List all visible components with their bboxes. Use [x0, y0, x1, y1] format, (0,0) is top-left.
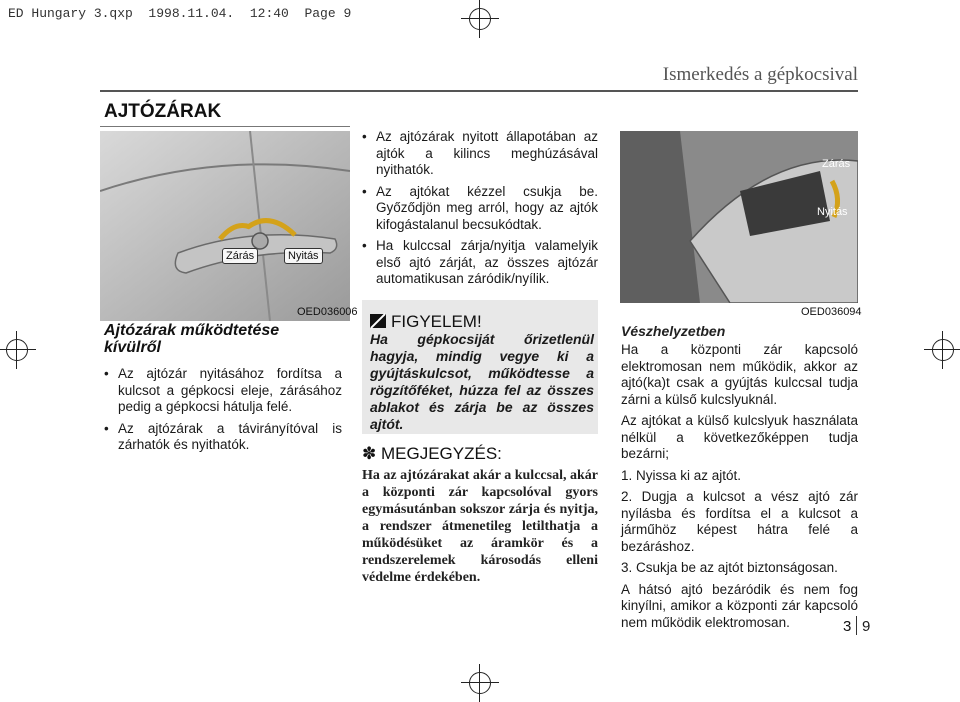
- step-item: 3. Csukja be az ajtót biztonságosan.: [621, 560, 838, 575]
- list-item: • Az ajtózárak a távirányítóval is zárhatók és nyithatók.: [104, 421, 342, 454]
- lock-label: Zárás: [222, 248, 258, 264]
- print-header: ED Hungary 3.qxp 1998.11.04. 12:40 Page 9: [8, 6, 352, 21]
- subsection-heading-cont: kívülről: [104, 339, 161, 356]
- page-number-separator: [856, 616, 857, 635]
- paragraph: Ha a központi zár kapcsoló elektromosan nem működik, akkor az ajtó(ka)t csak a gyújtás kulccsal tudja zárni a külső kulcslyuknál.: [621, 342, 858, 407]
- paragraph: A hátsó ajtó bezáródik és nem fog kinyílni, amikor a központi zár kapcsoló nem működik elektromosan.: [621, 581, 858, 630]
- door-handle-illustration: [100, 131, 350, 321]
- warning-box: [362, 300, 598, 434]
- warning-title: FIGYELEM!: [391, 312, 482, 331]
- step-item: 1. Nyissa ki az ajtót.: [621, 467, 742, 483]
- unlock-label: Nyitás: [284, 248, 323, 264]
- note-heading: ✽ MEGJEGYZÉS:: [362, 444, 502, 463]
- warning-icon: [370, 314, 386, 328]
- chapter-number: 3: [843, 618, 852, 635]
- door-latch-illustration: [620, 131, 858, 303]
- left-bullet-list: [104, 366, 342, 454]
- list-item: • Az ajtókat kézzel csukja be. Győződjön meg arról, hogy az ajtók kifogástalanul becsukódtak.: [362, 184, 598, 234]
- warning-heading: [370, 312, 482, 332]
- warning-text: Ha gépkocsiját őrizetlenül hagyja, mindig vegye ki a gyújtáskulcsot, működtesse a rögzítőféket, húzza fel az összes ablakot és zárja be az összes ajtót.: [370, 331, 594, 432]
- section-header: Ismerkedés a gépkocsival: [662, 64, 858, 85]
- lock-label: Zárás: [822, 158, 851, 170]
- title-rule: [100, 126, 350, 127]
- registration-mark-right: [924, 331, 960, 369]
- subsection-heading: Ajtózárak működtetése: [104, 322, 280, 339]
- header-rule: [100, 90, 858, 92]
- registration-mark-top: [461, 0, 499, 38]
- registration-mark-bottom: [461, 664, 499, 702]
- paragraph: Az ajtókat a külső kulcslyuk használata nélkül a következőképpen tudja bezárni;: [621, 413, 858, 461]
- page-title: AJTÓZÁRAK: [104, 101, 222, 122]
- door-handle-drawing: [100, 131, 350, 321]
- middle-column: [362, 129, 598, 293]
- note-text: Ha az ajtózárakat akár a kulccsal, akár a központi zár kapcsolóval gyors egymásutánban sokszor zárja és nyitja, a rendszer átmenetileg letilthatja a működésüket az áramkör és a rendszerelemek károsodás elleni védelme érdekében.: [362, 468, 598, 585]
- figure-code: OED036006: [297, 306, 358, 318]
- step-item: 2. Dugja a kulcsot a vész ajtó zár nyílásba és fordítsa el a kulcsot a járműhöz képest hátra felé a bezáráshoz.: [621, 489, 858, 554]
- page-number: 9: [862, 618, 871, 635]
- right-column: [621, 342, 858, 636]
- unlock-label: Nyitás: [817, 206, 848, 218]
- figure-code: OED036094: [801, 306, 862, 318]
- list-item: • Az ajtózárak nyitott állapotában az ajtók a kilincs meghúzásával nyithatók.: [362, 129, 598, 179]
- registration-mark-left: [0, 331, 36, 369]
- middle-bullet-list: [362, 129, 598, 288]
- list-item: • Az ajtózár nyitásához fordítsa a kulcsot a gépkocsi eleje, zárásához pedig a gépkocsi hátulja felé.: [104, 366, 342, 416]
- emergency-heading: Vészhelyzetben: [621, 323, 726, 339]
- list-item: • Ha kulccsal zárja/nyitja valamelyik első ajtó zárját, az összes ajtózár automatikusan záródik/nyílik.: [362, 238, 598, 288]
- left-column: [104, 322, 342, 459]
